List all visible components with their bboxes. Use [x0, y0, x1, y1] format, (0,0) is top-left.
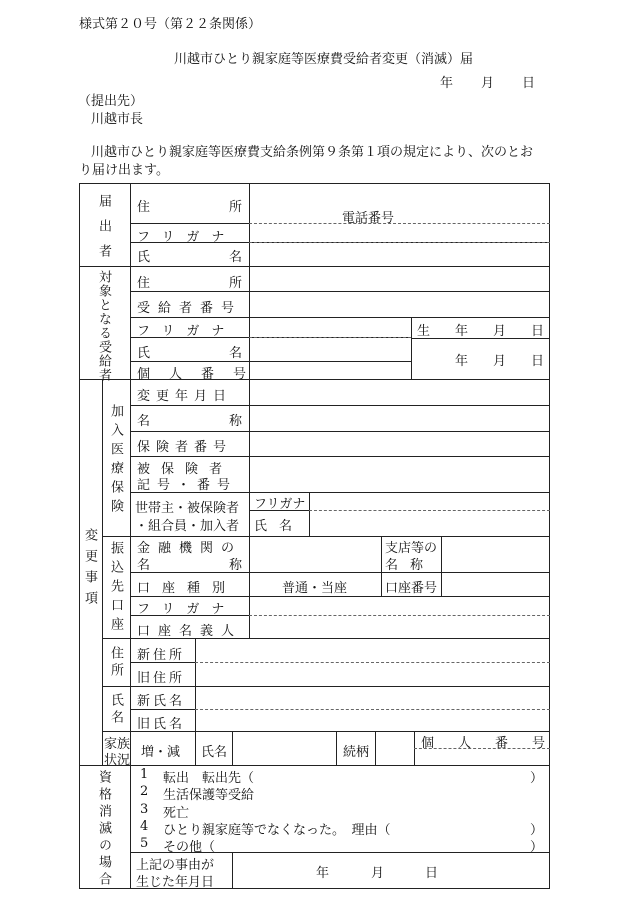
birth-day-label: 日 — [531, 324, 545, 339]
new-address-label: 新住所 — [137, 648, 186, 663]
recipient-address-label: 住 所 — [137, 276, 242, 291]
family-personal-no-label: 個 人 番 号 — [421, 736, 545, 751]
old-address-label: 旧住所 — [137, 671, 186, 686]
reason-4-text[interactable]: ひとり親家庭等でなくなった。 理由（ — [163, 823, 391, 838]
occurred-label-2: 生じた年月日 — [136, 875, 215, 890]
inc-dec-label[interactable]: 増・減 — [141, 745, 181, 760]
occurred-year-label: 年 — [316, 866, 330, 881]
birth-year-label: 年 — [455, 324, 469, 339]
notifier-phone-label: 電話番号 — [342, 211, 395, 226]
birth-year-label-2: 年 — [455, 354, 469, 369]
account-type-label: 口座種別 — [137, 581, 238, 596]
family-name-label: 氏名 — [201, 745, 228, 760]
birth-month-label-2: 月 — [493, 354, 507, 369]
notifier-furigana-label: フリガナ — [137, 230, 237, 245]
birth-month-label: 月 — [493, 324, 507, 339]
reason-4-number: 4 — [140, 819, 149, 834]
insurance-name-label: 名 称 — [137, 414, 242, 429]
institution-label-2: 名 称 — [137, 558, 242, 573]
birth-day-label-2: 日 — [531, 354, 545, 369]
reason-5-text[interactable]: その他（ — [163, 840, 216, 855]
recipient-name-label: 氏 名 — [137, 346, 242, 361]
householder-furigana-label: フリガナ — [254, 497, 306, 512]
recipient-number-label: 受給者番号 — [137, 301, 243, 316]
addressee: 川越市長 — [91, 112, 144, 127]
notifier-address-label: 住 所 — [137, 200, 242, 215]
branch-label-1: 支店等の — [385, 541, 438, 556]
intro-text-line-1: 川越市ひとり親家庭等医療費支給条例第９条第１項の規定により、次のとお — [91, 145, 534, 160]
form-number: 様式第２０号（第２２条関係） — [79, 17, 262, 32]
address-change-heading: 住所 — [108, 646, 123, 680]
institution-label-1: 金融機関の — [137, 541, 243, 556]
reason-2-text[interactable]: 生活保護等受給 — [163, 788, 255, 803]
insured-label-1: 被保険者 — [137, 462, 234, 477]
insurer-number-label: 保険者番号 — [137, 440, 233, 455]
recipient-birth-label: 生 — [417, 324, 431, 339]
occurred-day-label: 日 — [425, 866, 439, 881]
notifier-name-label: 氏 名 — [137, 250, 242, 265]
reason-5-number: 5 — [140, 836, 149, 851]
account-number-label: 口座番号 — [385, 581, 438, 596]
reason-3-text[interactable]: 死亡 — [163, 806, 190, 821]
account-holder-label: 口座名義人 — [137, 624, 243, 639]
submit-to-label: （提出先） — [78, 94, 144, 109]
page-title: 川越市ひとり親家庭等医療費受給者変更（消滅）届 — [174, 52, 474, 67]
householder-label-2: ・組合員・加入者 — [135, 519, 240, 534]
occurred-month-label: 月 — [371, 866, 385, 881]
notifier-heading: 届出者 — [96, 194, 111, 269]
changes-heading: 変更事項 — [82, 528, 97, 612]
date-year-label: 年 — [440, 76, 454, 91]
old-name-label: 旧氏名 — [137, 717, 186, 732]
recipient-personal-no-label: 個人番号 — [137, 367, 266, 382]
reason-1-number: 1 — [140, 767, 149, 782]
householder-name-label: 氏名 — [254, 519, 305, 534]
intro-text-line-2: り届け出ます。 — [79, 163, 169, 178]
insured-label-2: 記号・番号 — [137, 478, 238, 493]
loss-heading: 資格消滅の場合 — [96, 770, 111, 889]
relation-label: 続柄 — [343, 745, 370, 760]
reason-3-number: 3 — [140, 802, 149, 817]
name-change-heading: 氏名 — [108, 693, 123, 727]
recipient-heading: 対象となる受給者 — [96, 270, 111, 382]
family-heading-1: 家族 — [104, 737, 131, 752]
recipient-furigana-label: フリガナ — [137, 324, 237, 339]
occurred-label-1: 上記の事由が — [136, 858, 215, 873]
branch-label-2: 名称 — [385, 558, 436, 573]
bank-heading: 振込先口座 — [108, 541, 123, 636]
reason-1-close: ） — [530, 771, 544, 786]
new-name-label: 新氏名 — [137, 694, 186, 709]
reason-5-close: ） — [530, 840, 544, 855]
reason-4-close: ） — [530, 823, 544, 838]
reason-2-number: 2 — [140, 784, 149, 799]
insurance-heading: 加入医療保険 — [108, 404, 123, 518]
family-heading-2: 状況 — [104, 753, 131, 768]
change-date-label: 変更年月日 — [137, 389, 233, 404]
bank-furigana-label: フリガナ — [137, 602, 237, 617]
householder-label-1: 世帯主・被保険者 — [135, 501, 240, 516]
reason-1-text[interactable]: 転出 転出先（ — [163, 771, 255, 786]
date-day-label: 日 — [522, 76, 536, 91]
date-month-label: 月 — [481, 76, 495, 91]
account-type-value[interactable]: 普通・当座 — [282, 581, 348, 596]
